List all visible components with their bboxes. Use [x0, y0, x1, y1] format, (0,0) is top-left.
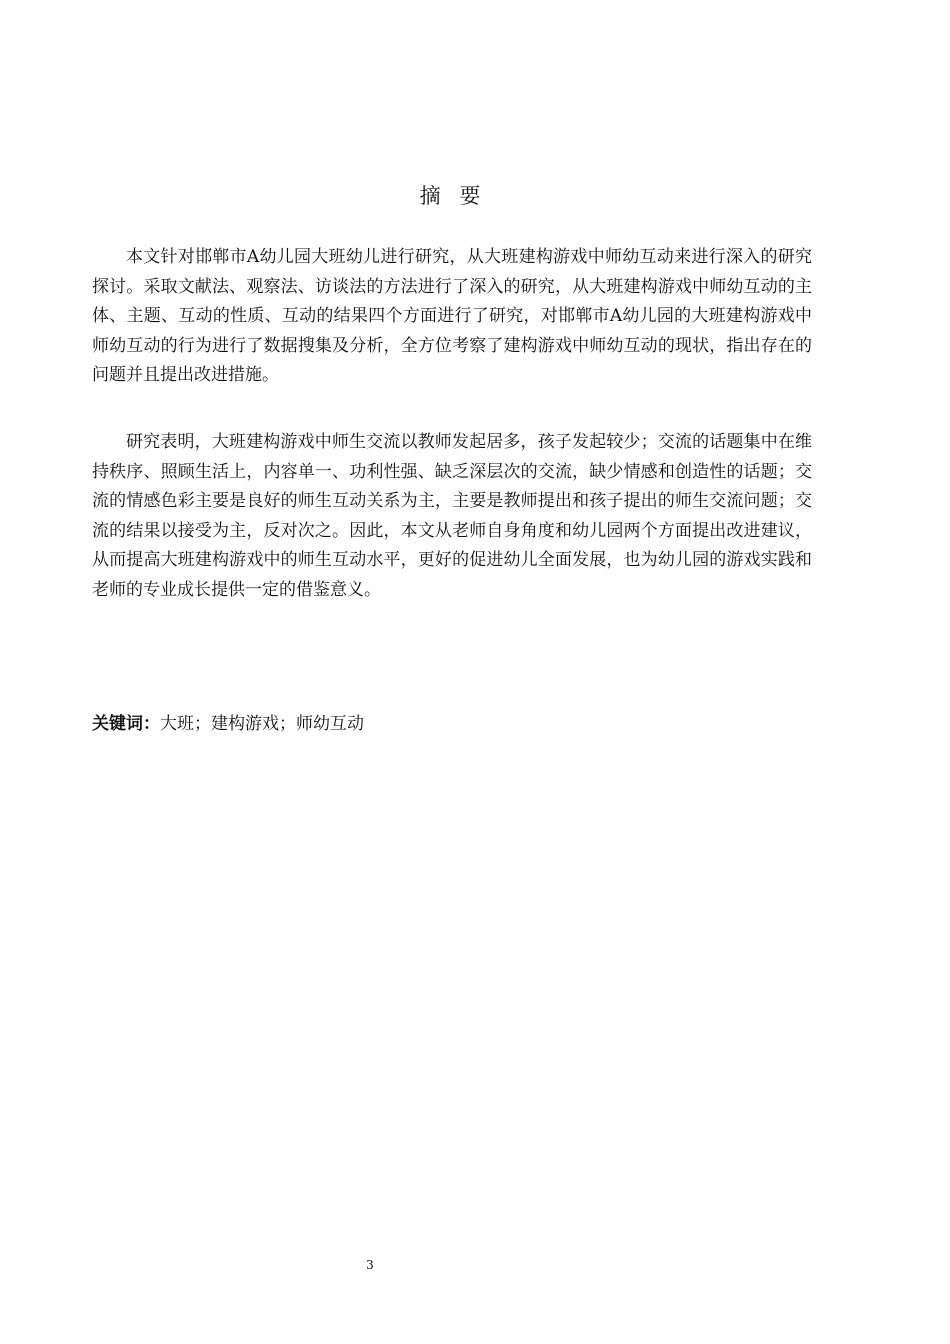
- keywords-text: 大班；建构游戏；师幼互动: [160, 714, 364, 734]
- keywords-label: 关键词：: [92, 714, 160, 734]
- abstract-title: 摘 要: [419, 184, 487, 208]
- keywords-line: [92, 710, 364, 738]
- abstract-paragraph-1: 本文针对邯郸市A幼儿园大班幼儿进行研究，从大班建构游戏中师幼互动来进行深入的研究探讨。采取文献法、观察法、访谈法的方法进行了深入的研究，从大班建构游戏中师幼互动的主体、主题、互动的性质、互动的结果四个方面进行了研究，对邯郸市A幼儿园的大班建构游戏中师幼互动的行为进行了数据搜集及分析，全方位考察了建构游戏中师幼互动的现状，指出存在的问题并且提出改进措施。: [92, 247, 812, 385]
- page-number: 3: [366, 1258, 374, 1272]
- abstract-paragraph-2: 研究表明，大班建构游戏中师生交流以教师发起居多，孩子发起较少；交流的话题集中在维持秩序、照顾生活上，内容单一、功利性强、缺乏深层次的交流，缺少情感和创造性的话题；交流的情感色彩主要是良好的师生互动关系为主，主要是教师提出和孩子提出的师生交流问题；交流的结果以接受为主，反对次之。因此，本文从老师自身角度和幼儿园两个方面提出改进建议，从而提高大班建构游戏中的师生互动水平，更好的促进幼儿全面发展，也为幼儿园的游戏实践和老师的专业成长提供一定的借鉴意义。: [92, 432, 812, 600]
